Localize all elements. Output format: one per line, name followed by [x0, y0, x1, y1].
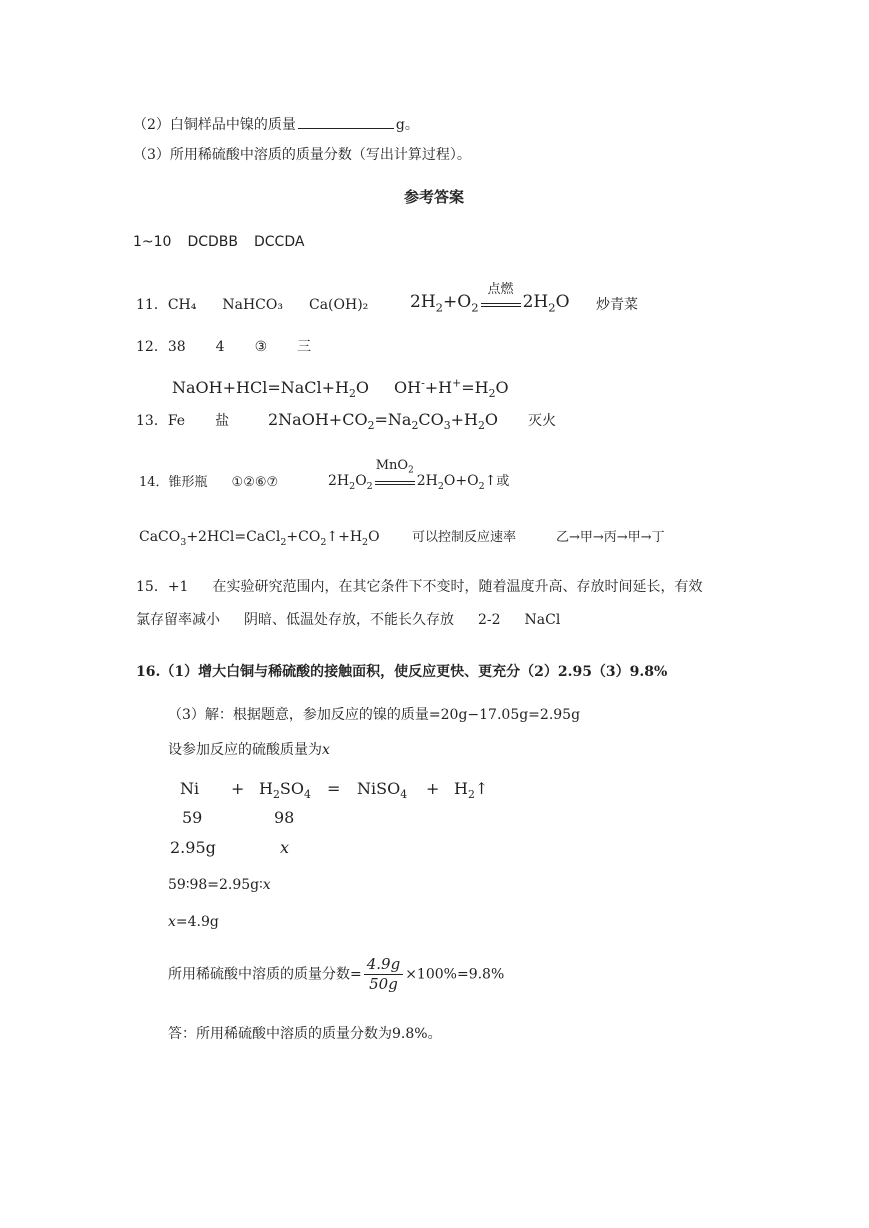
answer-16: 16.（1）增大白铜与稀硫酸的接触面积，使反应更快、更充分（2）2.95（3）9.8% [136, 664, 668, 680]
ratio-line: 59∶98=2.95g∶x [168, 877, 271, 893]
answer-13: 13．Fe 盐 [136, 413, 230, 429]
reaction-eq: = [327, 779, 341, 798]
value-x: x [280, 838, 290, 857]
reaction-niso4: NiSO$_4$ [357, 779, 408, 802]
question-2: （2）白铜样品中镍的质量 g。 [133, 117, 419, 133]
equation-14a: $2H_2O_2$ MnO$_2$ $2H_2O+O_2↑$或 [328, 458, 510, 492]
reaction-plus-2: + [426, 779, 440, 798]
reaction-h2: $H_2↑$ [454, 779, 489, 802]
answer-13-tail: 灭火 [528, 413, 556, 429]
answer-11-tail: 炒青菜 [596, 297, 638, 313]
answer-14-seq: 乙→甲→丙→甲→丁 [556, 530, 665, 545]
reaction-plus-1: + [231, 779, 245, 798]
fraction-line: 所用稀硫酸中溶质的质量分数= $\frac{4.9g}{50g}$ ×100%=9.8% [168, 955, 505, 993]
equation-13c: $2NaOH+CO_2=Na_2CO_3+H_2O$ [268, 410, 499, 433]
reaction-ni: Ni [180, 779, 200, 798]
answers-1-10: 1~10 DCDBB DCCDA [133, 234, 305, 250]
mass-ni: 59 [182, 808, 203, 827]
solution-16: （3）解：根据题意，参加反应的镍的质量=20g−17.05g=2.95g [168, 707, 581, 723]
answer-12: 12．38 4 ③ 三 [136, 339, 312, 355]
answer-14-rate: 可以控制反应速率 [412, 530, 517, 545]
value-ni: 2.95g [170, 838, 216, 857]
equation-13a: $NaOH+HCl=NaCl+H_2O$ [172, 378, 370, 401]
equation-14b: $CaCO_3+2HCl=CaCl_2+CO_2↑+H_2O$ [139, 529, 380, 548]
reaction-h2so4: $H_2SO_4$ [259, 779, 311, 802]
answer-title: 参考答案 [404, 188, 465, 206]
answer-15-line2: 氯存留率减小 阴暗、低温处存放，不能长久存放 2-2 NaCl [136, 612, 561, 628]
catalyst-mark: MnO$_2$ [373, 474, 417, 485]
result-line: x=4.9g [168, 914, 219, 930]
answer-11: 11．CH₄ NaHCO₃ Ca(OH)₂ [136, 297, 369, 313]
answer-15-line1: 15．+1 在实验研究范围内，在其它条件下不变时，随着温度升高、存放时间延长，有效 [136, 579, 703, 595]
let-statement: 设参加反应的硫酸质量为x [168, 742, 330, 758]
answer-14: 14．锥形瓶 ①②⑥⑦ [139, 475, 279, 490]
mass-h2so4: 98 [274, 808, 295, 827]
final-answer: 答：所用稀硫酸中溶质的质量分数为9.8%。 [168, 1026, 442, 1042]
equation-13b: $OH^-+H^+=H_2O$ [394, 376, 509, 401]
equation-11: $2H_2+O_2$ 点燃 $2H_2O$ [410, 282, 570, 315]
condition-mark: 点燃 [479, 296, 523, 307]
fraction: $\frac{4.9g}{50g}$ [364, 957, 403, 992]
answer-blank [298, 116, 394, 129]
question-3: （3）所用稀硫酸中溶质的质量分数（写出计算过程）。 [133, 147, 471, 163]
